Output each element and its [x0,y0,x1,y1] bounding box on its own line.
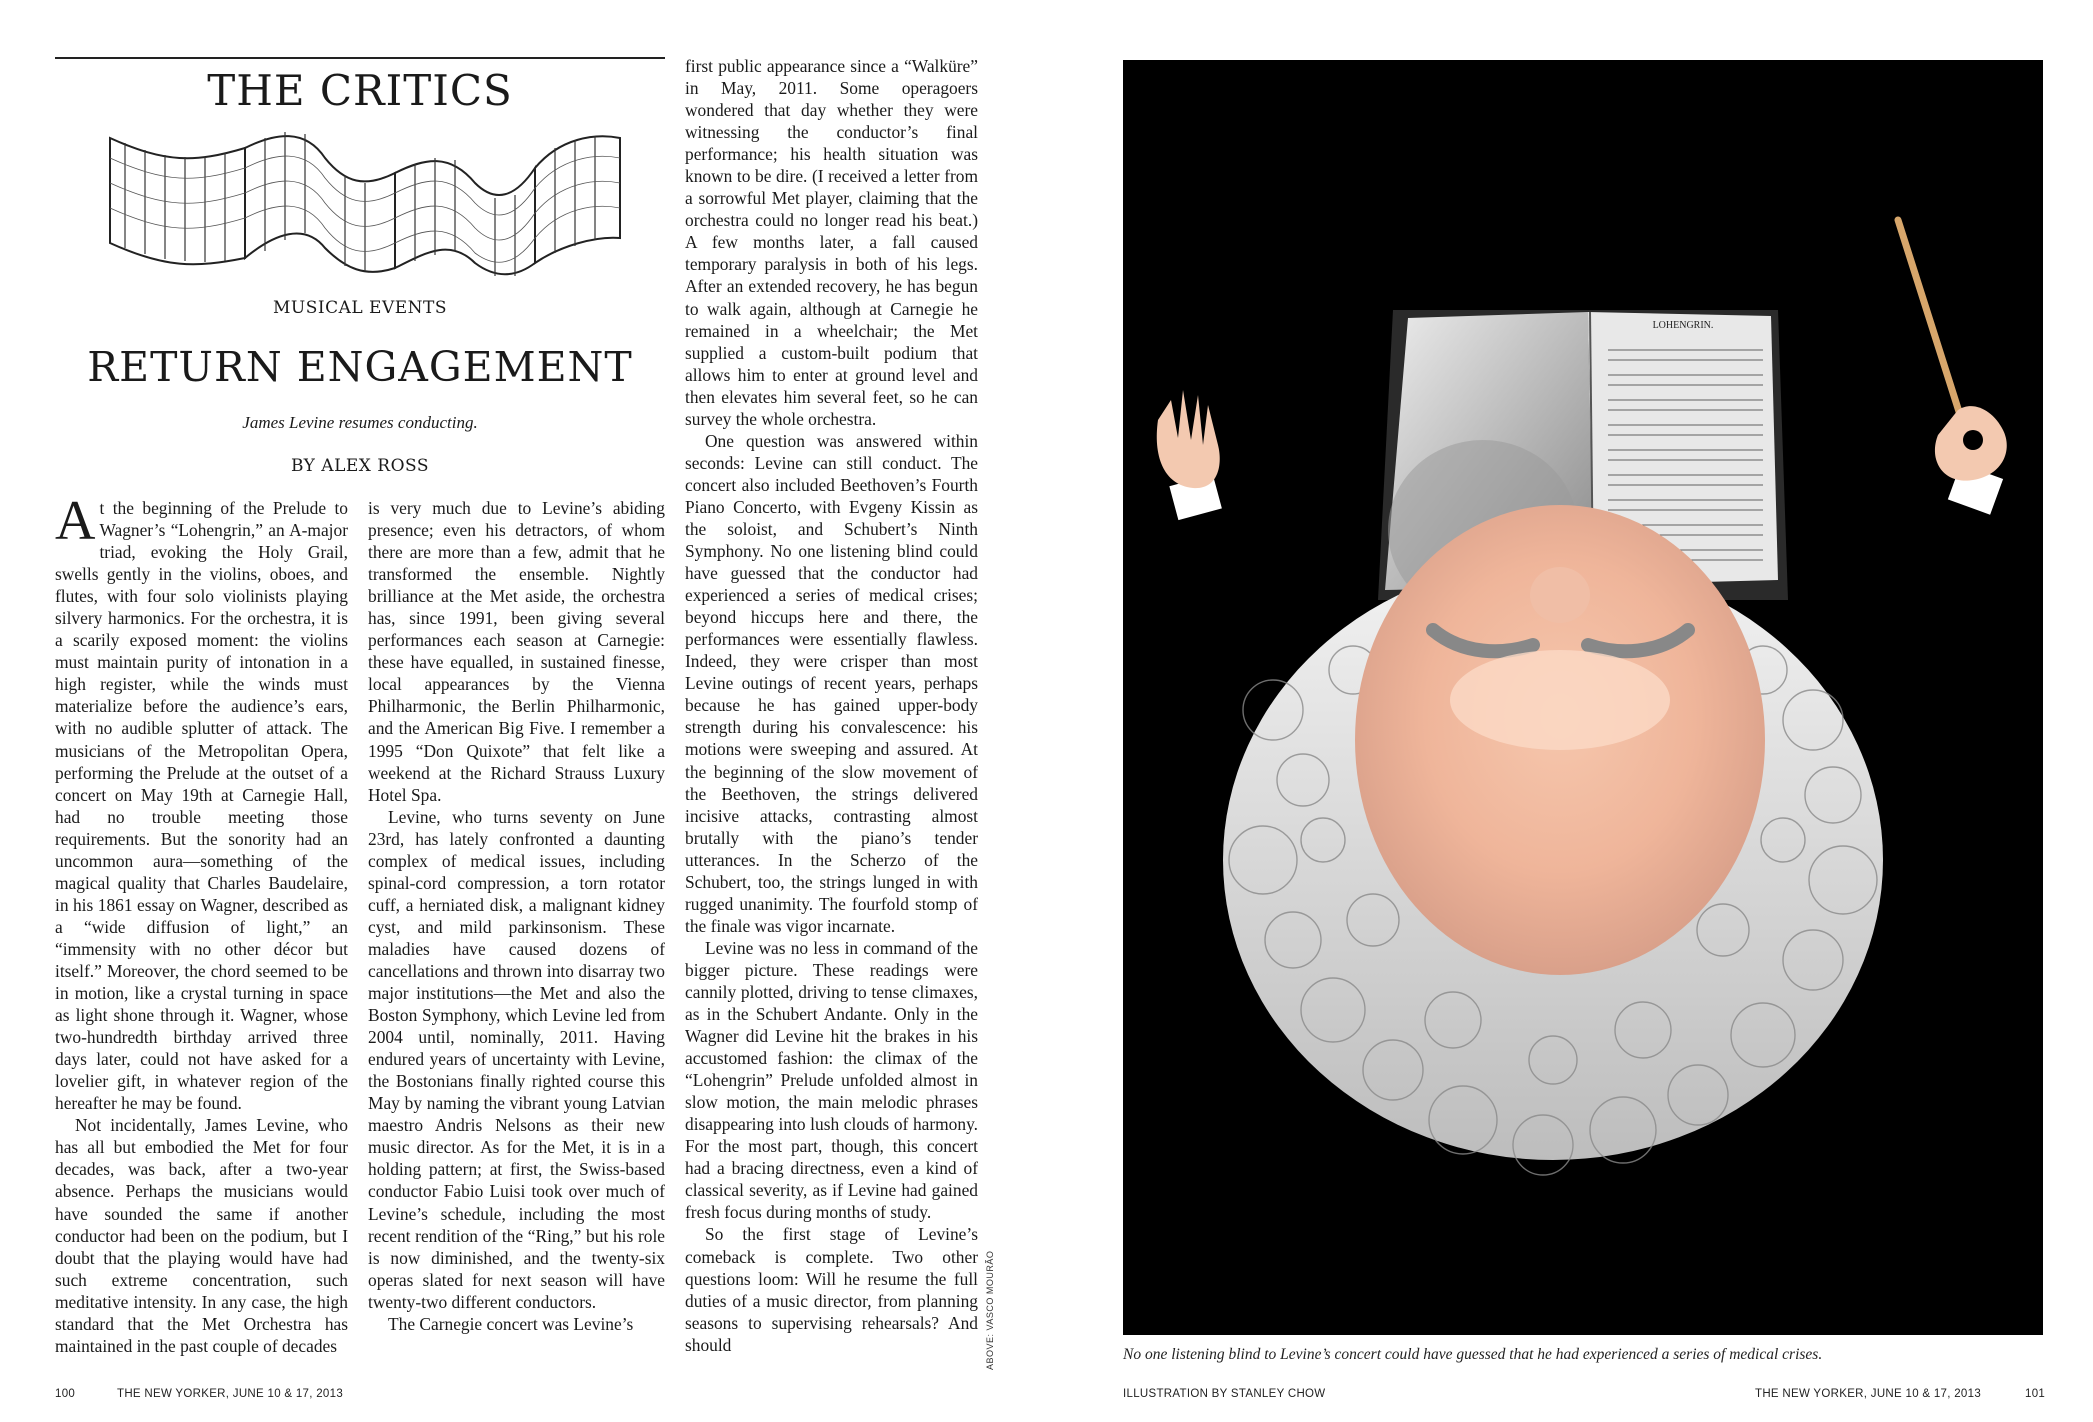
conductor-drawing [1123,60,2043,1335]
section-title: THE CRITICS [207,66,513,115]
page-number-left: 100 [55,1388,76,1400]
article-dek: James Levine resumes conducting. [242,413,478,432]
page-number-right: 101 [2025,1388,2046,1400]
article-column-1 [55,497,348,1377]
article-byline: BY ALEX ROSS [290,456,430,476]
nose [1530,567,1590,623]
photo-credit: ABOVE: VASCO MOURÃO [985,1250,995,1370]
illustration-caption: No one listening blind to Levine’s concert could have guessed that he had experienced a series of medical crises. [1123,1346,1823,1363]
section-kicker: MUSICAL EVENTS [272,298,448,318]
score-title: LOHENGRIN. [1652,320,1714,331]
left-hand [1157,390,1222,520]
paragraph: Levine was no less in command of the bigger picture. These readings were cannily plotted, driving to tense climaxes, as in the Schubert Andante. Only in the Wagner did Levine hit the brakes in his accustomed fashion: the climax of the “Lohengrin” Prelude unfolded almost in slow motion, the main melodic phrases disappearing into lush clouds of harmony. For the most part, though, this concert had a bracing directness, even a kind of classical severity, as if Levine had gained fresh focus during months of study. [685,937,978,1223]
paragraph: So the first stage of Levine’s comeback is complete. Two other questions loom: Will he resume the full duties of a music director, from planning seasons to supervising rehearsals? And should [685,1224,978,1355]
drop-cap: A [55,497,96,552]
folio-right: THE NEW YORKER, JUNE 10 & 17, 2013 [1755,1388,1982,1400]
paragraph: Levine, who turns seventy on June 23rd, has lately confronted a daunting complex of medical issues, including spinal-cord compression, a torn rotator cuff, a herniated disk, a malignant kidney cyst, and mild parkinsonism. These maladies have caused dozens of cancellations and thrown into disarray two major institutions—the Met and also the Boston Symphony, which Levine led from 2004 until, nominally, 2011. Having endured years of uncertainty with Levine, the Bostonians finally righted course this May by naming the vibrant young Latvian maestro Andris Nelsons as their new music director. As for the Met, it is in a holding pattern; at first, the Swiss-based conductor Fabio Luisi took over much of Levine’s schedule, including the most recent rendition of the “Ring,” but his role is now diminished, and the twenty-six operas slated for next season will have twenty-two different conductors. [368,806,665,1312]
paragraph: The Carnegie concert was Levine’s [388,1313,634,1334]
paragraph: Not incidentally, James Levine, who has all but embodied the Met for four decades, was back, after a two-year absence. Perhaps the musicians would have sounded the same if another conductor had been on the podium, but I doubt that the playing would have had such extreme concentration, such meditative intensity. In any case, the high standard that the Met Orchestra has maintained in the past couple of decades [55,1115,348,1356]
article-column-2 [368,497,665,1377]
folio-left: THE NEW YORKER, JUNE 10 & 17, 2013 [117,1388,344,1400]
paragraph: is very much due to Levine’s abiding presence; even his detractors, of whom there are more than a few, admit that he transformed the ensemble. Nightly brilliance at the Met aside, the orchestra has, since 1991, been giving several performances each season at Carnegie: these have equalled, in sustained finesse, local appearances by the Vienna Philharmonic, the Berlin Philharmonic, and the American Big Five. I remember a 1995 “Don Quixote” that felt like a weekend at the Richard Strauss Luxury Hotel Spa. [368,498,665,805]
paragraph: One question was answered within seconds: Levine can still conduct. The concert also included Beethoven’s Fourth Piano Concerto, with Evgeny Kissin as the soloist, and Schubert’s Ninth Symphony. No one listening blind could have guessed that the conductor had experienced a series of medical crises; beyond hiccups here and there, the performances were essentially flawless. Indeed, they were crisper than most Levine outings of recent years, perhaps because he has gained upper-body strength during his convalescence: his motions were sweeping and assured. At the beginning of the slow movement of the Beethoven, the strings delivered incisive attacks, contrasting almost brutally with the piano’s tender utterances. In the Scherzo of the Schubert, too, the strings lunged in with rugged unanimity. The fourfold stomp of the finale was vigor incarnate. [685,430,978,936]
right-hand [1935,406,2007,515]
paragraph: first public appearance since a “Walküre” in May, 2011. Some operagoers wondered that day whether they were witnessing the conductor’s final performance; his health situation was known to be dire. (I received a letter from a sorrowful Met player, claiming that the orchestra could no longer read his beat.) A few months later, a fall caused temporary paralysis in both of his legs. After an extended recovery, he has begun to walk again, although at Carnegie he remained in a wheelchair; the Met supplied a custom-built podium that allows him to enter at ground level and then elevates him several feet, so he can survey the whole orchestra. [685,56,978,429]
article-column-3 [685,55,978,1377]
paragraph: At the beginning of the Prelude to Wagner’s “Lohengrin,” an A-major triad, evoking the Holy Grail, swells gently in the violins, oboes, and flutes, with four solo violinists playing silvery harmonics. For the orchestra, it is a scarily exposed moment: the violins must maintain purity of intonation in a high register, while the winds must materialize before the audience’s ears, with no audible splutter of attack. The musicians of the Metropolitan Opera, performing the Prelude at the outset of a concert on May 19th at Carnegie Hall, had no trouble meeting those requirements. But the sonority had an uncommon aura—something of the magical quality that Charles Baudelaire, in his 1861 essay on Wagner, described as a “wide diffusion of light,” an “immensity with no other décor but itself.” Moreover, the chord seemed to be in motion, like a crystal turning in space as light shone through it. Wagner, whose two-hundredth birthday arrived three days later, could not have asked for a lovelier gift, in whatever region of the hereafter he may be found. [55,497,348,1114]
header-rule [55,57,665,59]
curved-building-illustration [105,128,625,278]
scalp-highlight [1450,650,1670,750]
conductor-illustration [1123,60,2043,1335]
baton [1898,220,1968,440]
article-headline: RETURN ENGAGEMENT [87,343,633,391]
illustration-credit: ILLUSTRATION BY STANLEY CHOW [1123,1388,1326,1400]
